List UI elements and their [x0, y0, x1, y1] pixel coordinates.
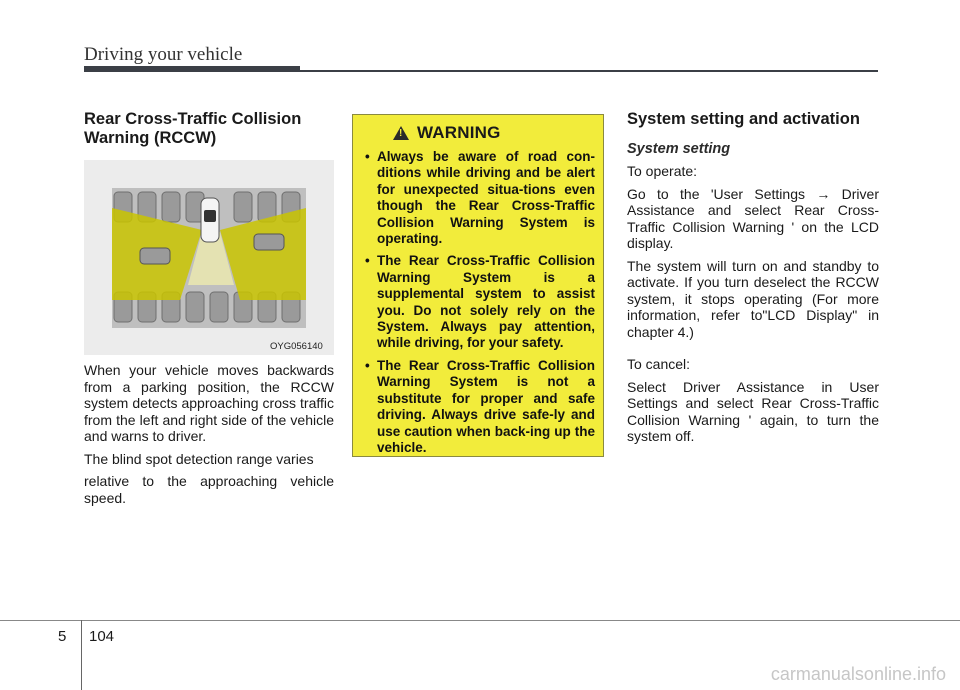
operate-label: To operate: [627, 163, 698, 179]
header-rule-thin [300, 70, 878, 72]
chapter-number: 5 [58, 628, 67, 645]
rccw-heading: Rear Cross-Traffic Collision Warning (RCCW) [84, 110, 302, 147]
rccw-paragraph: relative to the approaching vehicle speed. [84, 473, 334, 506]
rccw-paragraph: The blind spot detection range varies [84, 450, 314, 467]
rccw-paragraph: When your vehicle moves backwards from a parking position, the RCCW system detects approaching cross traffic from the left and right side of the vehicle and warns to driver. [84, 362, 334, 444]
setting-subheading: System setting [627, 141, 731, 157]
operate-text: Go to the 'User Settings → Driver Assistance and select Rear Cross-Traffic Collision Warning ' on the LCD display. [627, 185, 879, 251]
rccw-description [84, 362, 334, 512]
right-column [627, 110, 879, 451]
page-header-title: Driving your vehicle [84, 44, 243, 65]
footer-rule [0, 620, 960, 621]
warning-item: • The Rear Cross-Traffic Collision Warning System is not a substitute for proper and safe driving. Always drive safe-ly and use caution when back-ing up the vehicle. [365, 358, 595, 456]
cancel-label: To cancel: [627, 356, 691, 372]
parking-lot-diagram [84, 160, 334, 355]
footer-divider [81, 620, 82, 690]
warning-item: • The Rear Cross-Traffic Collision Warning System is a supplemental system to assist you. Do not solely rely on the System. Always pay attention, while driving, for your safety. [365, 253, 595, 351]
cancel-text: Select Driver Assistance in User Settings and select Rear Cross-Traffic Collision Warning ' again, to turn the system off. [627, 378, 879, 444]
warning-item: • Always be aware of road con-ditions while driving and be alert for unexpected situa-tions even though the Rear Cross-Traffic Collision Warning System is operating. [365, 149, 595, 247]
warning-box [352, 114, 604, 457]
rccw-illustration [84, 160, 334, 355]
header-rule-thick [84, 66, 300, 72]
warning-triangle-icon: ! [393, 126, 409, 140]
setting-heading: System setting and activation [627, 110, 860, 128]
watermark-link[interactable]: carmanualsonline.info [770, 664, 946, 684]
figure-code: OYG056140 [270, 341, 323, 352]
warning-header [393, 123, 603, 143]
page-number: 104 [89, 628, 115, 645]
warning-title: WARNING [417, 123, 501, 142]
left-column [84, 110, 334, 506]
warning-list [353, 149, 603, 456]
standby-text: The system will turn on and standby to activate. If you turn deselect the RCCW system, it stops operating (For more information, refer to"LCD Display" in chapter 4.) [627, 257, 879, 340]
